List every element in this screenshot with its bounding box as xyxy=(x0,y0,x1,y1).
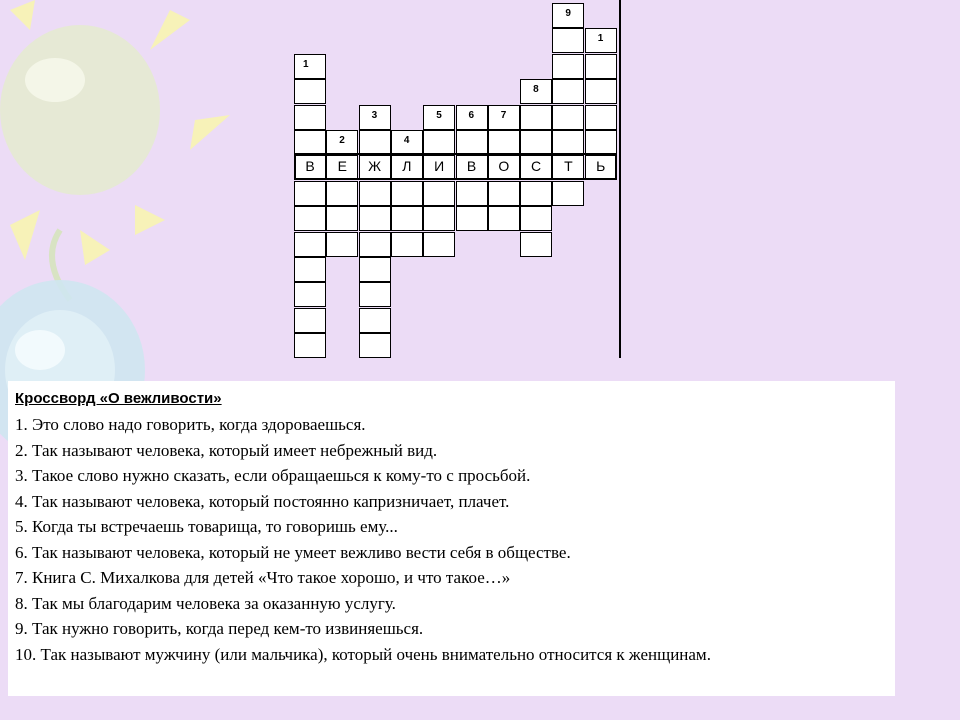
crossword-cell[interactable] xyxy=(359,232,391,257)
crossword-cell[interactable] xyxy=(520,232,552,257)
crossword-cell[interactable] xyxy=(294,130,326,155)
crossword-cell[interactable] xyxy=(520,206,552,231)
crossword-cell[interactable] xyxy=(294,181,326,206)
crossword-cell[interactable] xyxy=(520,130,552,155)
clue-number: 8 xyxy=(533,84,539,96)
clues-panel xyxy=(8,381,895,696)
crossword-cell[interactable] xyxy=(456,206,488,231)
clue-number: 3 xyxy=(371,109,378,121)
crossword-cell[interactable] xyxy=(326,232,358,257)
crossword-cell[interactable] xyxy=(294,257,326,282)
crossword-cell[interactable] xyxy=(359,105,391,130)
crossword-cell[interactable] xyxy=(552,79,584,104)
keyword-letter: Ж xyxy=(368,158,382,175)
crossword-cell[interactable] xyxy=(520,181,552,206)
keyword-letter: В xyxy=(466,158,477,175)
clue-item: 9. Так нужно говорить, когда перед кем-то извиняешься. xyxy=(15,619,424,638)
crossword-cell[interactable] xyxy=(359,257,391,282)
crossword-cell[interactable] xyxy=(359,282,391,307)
clue-item: 6. Так называют человека, который не умеет вежливо вести себя в обществе. xyxy=(15,542,571,562)
clue-item: 3. Такое слово нужно сказать, если обращаешься к кому-то с просьбой. xyxy=(15,466,531,485)
crossword-cell[interactable] xyxy=(520,79,552,104)
crossword-cell[interactable] xyxy=(552,3,584,28)
clue-item: 4. Так называют человека, который постоянно капризничает, плачет. xyxy=(15,491,510,511)
clue-number: 5 xyxy=(436,109,442,121)
crossword-cell[interactable] xyxy=(423,105,455,130)
crossword-cell[interactable] xyxy=(456,105,488,130)
clue-item: 2. Так называют человека, который имеет небрежный вид. xyxy=(15,440,438,460)
crossword-cell[interactable] xyxy=(456,181,488,206)
crossword-cell[interactable] xyxy=(552,54,584,79)
crossword-cell[interactable] xyxy=(359,333,391,358)
crossword-cell[interactable] xyxy=(488,181,520,206)
crossword-cell[interactable] xyxy=(359,130,391,155)
crossword-cell[interactable] xyxy=(391,181,423,206)
crossword-cell[interactable] xyxy=(552,28,584,53)
balloon-top-icon xyxy=(0,25,160,300)
crossword-cell[interactable] xyxy=(488,105,520,130)
clue-item: 5. Когда ты встречаешь товарища, то говоришь ему... xyxy=(15,517,398,536)
keyword-letter: И xyxy=(434,158,445,175)
crossword-cell[interactable] xyxy=(326,130,358,155)
clue-item: 8. Так мы благодарим человека за оказанную услугу. xyxy=(15,593,396,613)
crossword-cell[interactable] xyxy=(326,181,358,206)
crossword-cell[interactable] xyxy=(359,206,391,231)
crossword-cell[interactable] xyxy=(552,105,584,130)
keyword-letter: Т xyxy=(564,158,573,175)
crossword-cell[interactable] xyxy=(488,206,520,231)
crossword-cell[interactable] xyxy=(423,232,455,257)
clue-number: 9 xyxy=(565,8,571,19)
crossword-cell[interactable] xyxy=(326,206,358,231)
crossword-cell[interactable] xyxy=(359,181,391,206)
crossword-cell[interactable] xyxy=(294,333,326,358)
crossword-cell[interactable] xyxy=(585,79,617,104)
crossword-cell[interactable] xyxy=(294,54,326,79)
crossword-cell[interactable] xyxy=(423,130,455,155)
crossword-cell[interactable] xyxy=(294,282,326,307)
crossword-cell[interactable] xyxy=(585,105,617,130)
crossword-cell[interactable] xyxy=(423,181,455,206)
clue-number: 7 xyxy=(500,109,507,121)
crossword-cell[interactable] xyxy=(294,308,326,333)
crossword-cell[interactable] xyxy=(585,130,617,155)
keyword-letter: Ь xyxy=(596,158,606,175)
clue-number: 2 xyxy=(339,135,345,146)
clue-number: 6 xyxy=(468,109,475,121)
crossword-cell[interactable] xyxy=(520,105,552,130)
crossword-cell[interactable] xyxy=(423,206,455,231)
clue-item: 10. Так называют мужчину (или мальчика), который очень внимательно относится к женщинам. xyxy=(15,644,711,664)
crossword-cell[interactable] xyxy=(391,206,423,231)
keyword-letter: В xyxy=(305,158,315,175)
crossword-cell[interactable] xyxy=(294,105,326,130)
clue-item: 7. Книга С. Михалкова для детей «Что такое хорошо, и что такое…» xyxy=(15,568,511,587)
crossword-cell[interactable] xyxy=(391,232,423,257)
clue-number: 4 xyxy=(403,135,410,146)
crossword-cell[interactable] xyxy=(294,206,326,231)
crossword-cell[interactable] xyxy=(552,181,584,206)
clue-item: 1. Это слово надо говорить, когда здороваешься. xyxy=(15,415,366,434)
clues-title: Кроссворд «О вежливости» xyxy=(15,390,222,407)
keyword-letter: Л xyxy=(402,158,412,175)
divider-line xyxy=(619,0,621,358)
crossword-cell[interactable] xyxy=(294,79,326,104)
keyword-letter: Е xyxy=(337,158,347,175)
crossword-cell[interactable] xyxy=(456,130,488,155)
keyword-row-outline xyxy=(294,153,617,180)
keyword-letter: О xyxy=(498,158,510,175)
crossword-cell[interactable] xyxy=(585,54,617,79)
clue-number: 1 xyxy=(597,33,604,45)
crossword-cell[interactable] xyxy=(552,130,584,155)
crossword-cell[interactable] xyxy=(294,232,326,257)
crossword-cell[interactable] xyxy=(585,28,617,53)
keyword-letter: С xyxy=(531,158,542,175)
clue-number: 1 xyxy=(303,58,309,70)
crossword-cell[interactable] xyxy=(391,130,423,155)
crossword-cell[interactable] xyxy=(488,130,520,155)
crossword-cell[interactable] xyxy=(359,308,391,333)
